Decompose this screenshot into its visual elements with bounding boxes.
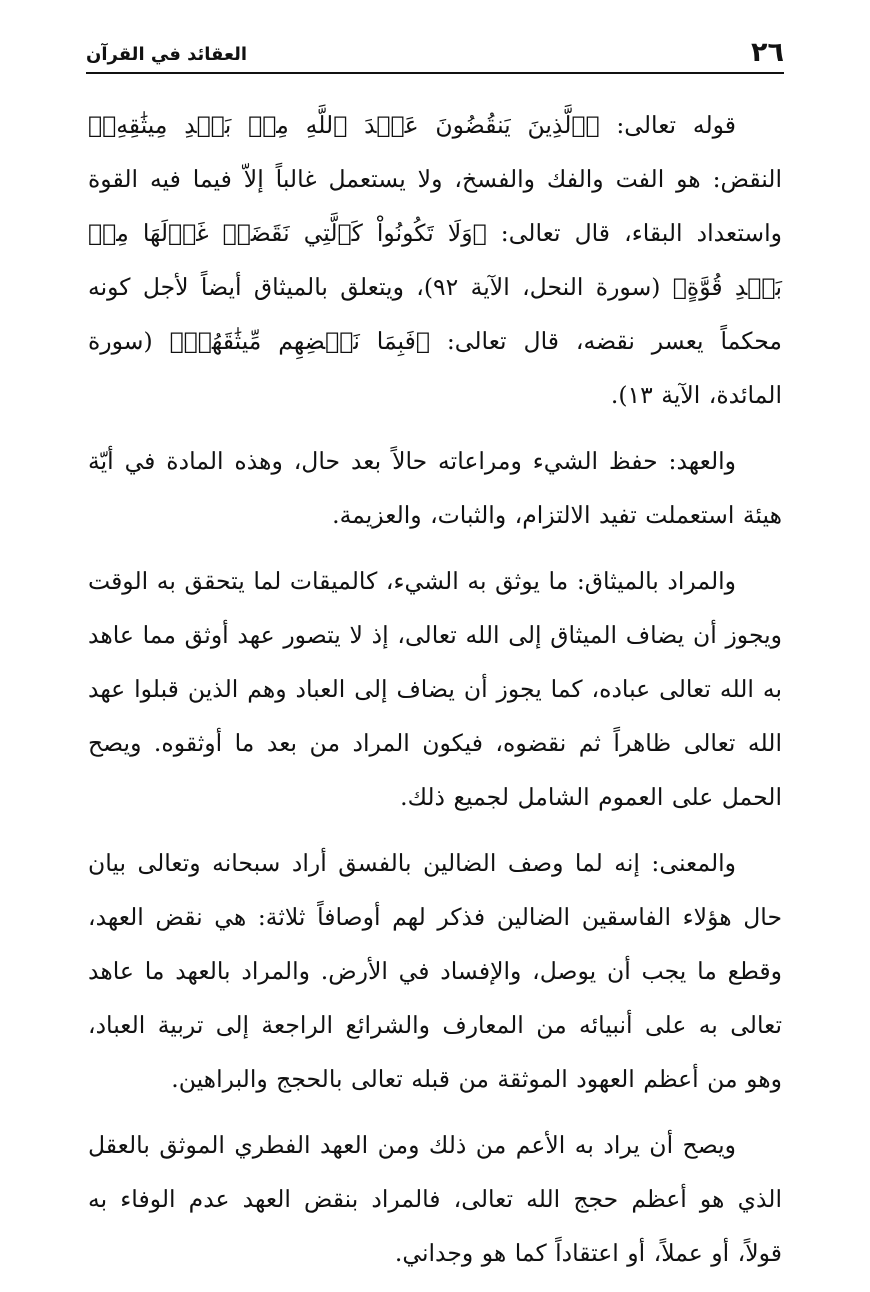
paragraph-5: ويصح أن يراد به الأعم من ذلك ومن العهد الفطري الموثق بالعقل الذي هو أعظم حجج الله تعالى، فالمراد بنقض العهد عدم الوفاء به قولاً، أو عملاً، أو اعتقاداً كما هو وجداني. xyxy=(88,1131,782,1267)
paragraph-1: قوله تعالى: ﴿ٱلَّذِينَ يَنقُضُونَ عَهۡدَ ٱللَّهِ مِنۢ بَعۡدِ مِيثَٰقِهِۦ﴾ النقض: هو الفت والفك والفسخ، ولا يستعمل غالباً إلاّ فيما فيه القوة واستعداد البقاء، قال تعالى: ﴿وَلَا تَكُونُواْ كَٱلَّتِي نَقَضَتۡ غَزۡلَهَا مِنۢ بَعۡدِ قُوَّةٍ﴾ (سورة النحل، الآية ٩٢)، ويتعلق بالميثاق أيضاً لأجل كونه محكماً يعسر نقضه، قال تعالى: ﴿فَبِمَا نَقۡضِهِم مِّيثَٰقَهُمۡ﴾ (سورة المائدة، الآية ١٣). xyxy=(88,111,782,409)
page-number: ٢٦ xyxy=(751,37,784,68)
header-rule xyxy=(86,72,784,74)
paragraph-2: والعهد: حفظ الشيء ومراعاته حالاً بعد حال، وهذه المادة في أيّة هيئة استعملت تفيد الالتزام، والثبات، والعزيمة. xyxy=(88,447,782,529)
running-title: العقائد في القرآن xyxy=(86,44,248,65)
page-header xyxy=(86,30,784,70)
paragraph-3: والمراد بالميثاق: ما يوثق به الشيء، كالميقات لما يتحقق به الوقت ويجوز أن يضاف الميثاق إلى الله تعالى، إذ لا يتصور عهد أوثق مما عاهد به الله تعالى عباده، كما يجوز أن يضاف إلى العباد وهم الذين قبلوا عهد الله تعالى ظاهراً ثم نقضوه، فيكون المراد من بعد ما أوثقوه. ويصح الحمل على العموم الشامل لجميع ذلك. xyxy=(88,567,782,811)
page-body xyxy=(88,98,782,1292)
paragraph-4: والمعنى: إنه لما وصف الضالين بالفسق أراد سبحانه وتعالى بيان حال هؤلاء الفاسقين الضالين فذكر لهم أوصافاً ثلاثة: هي نقض العهد، وقطع ما يجب أن يوصل، والإفساد في الأرض. والمراد بالعهد ما عاهد تعالى به على أنبيائه من المعارف والشرائع الراجعة إلى تربية العباد، وهو من أعظم العهود الموثقة من قبله تعالى بالحجج والبراهين. xyxy=(88,849,782,1093)
